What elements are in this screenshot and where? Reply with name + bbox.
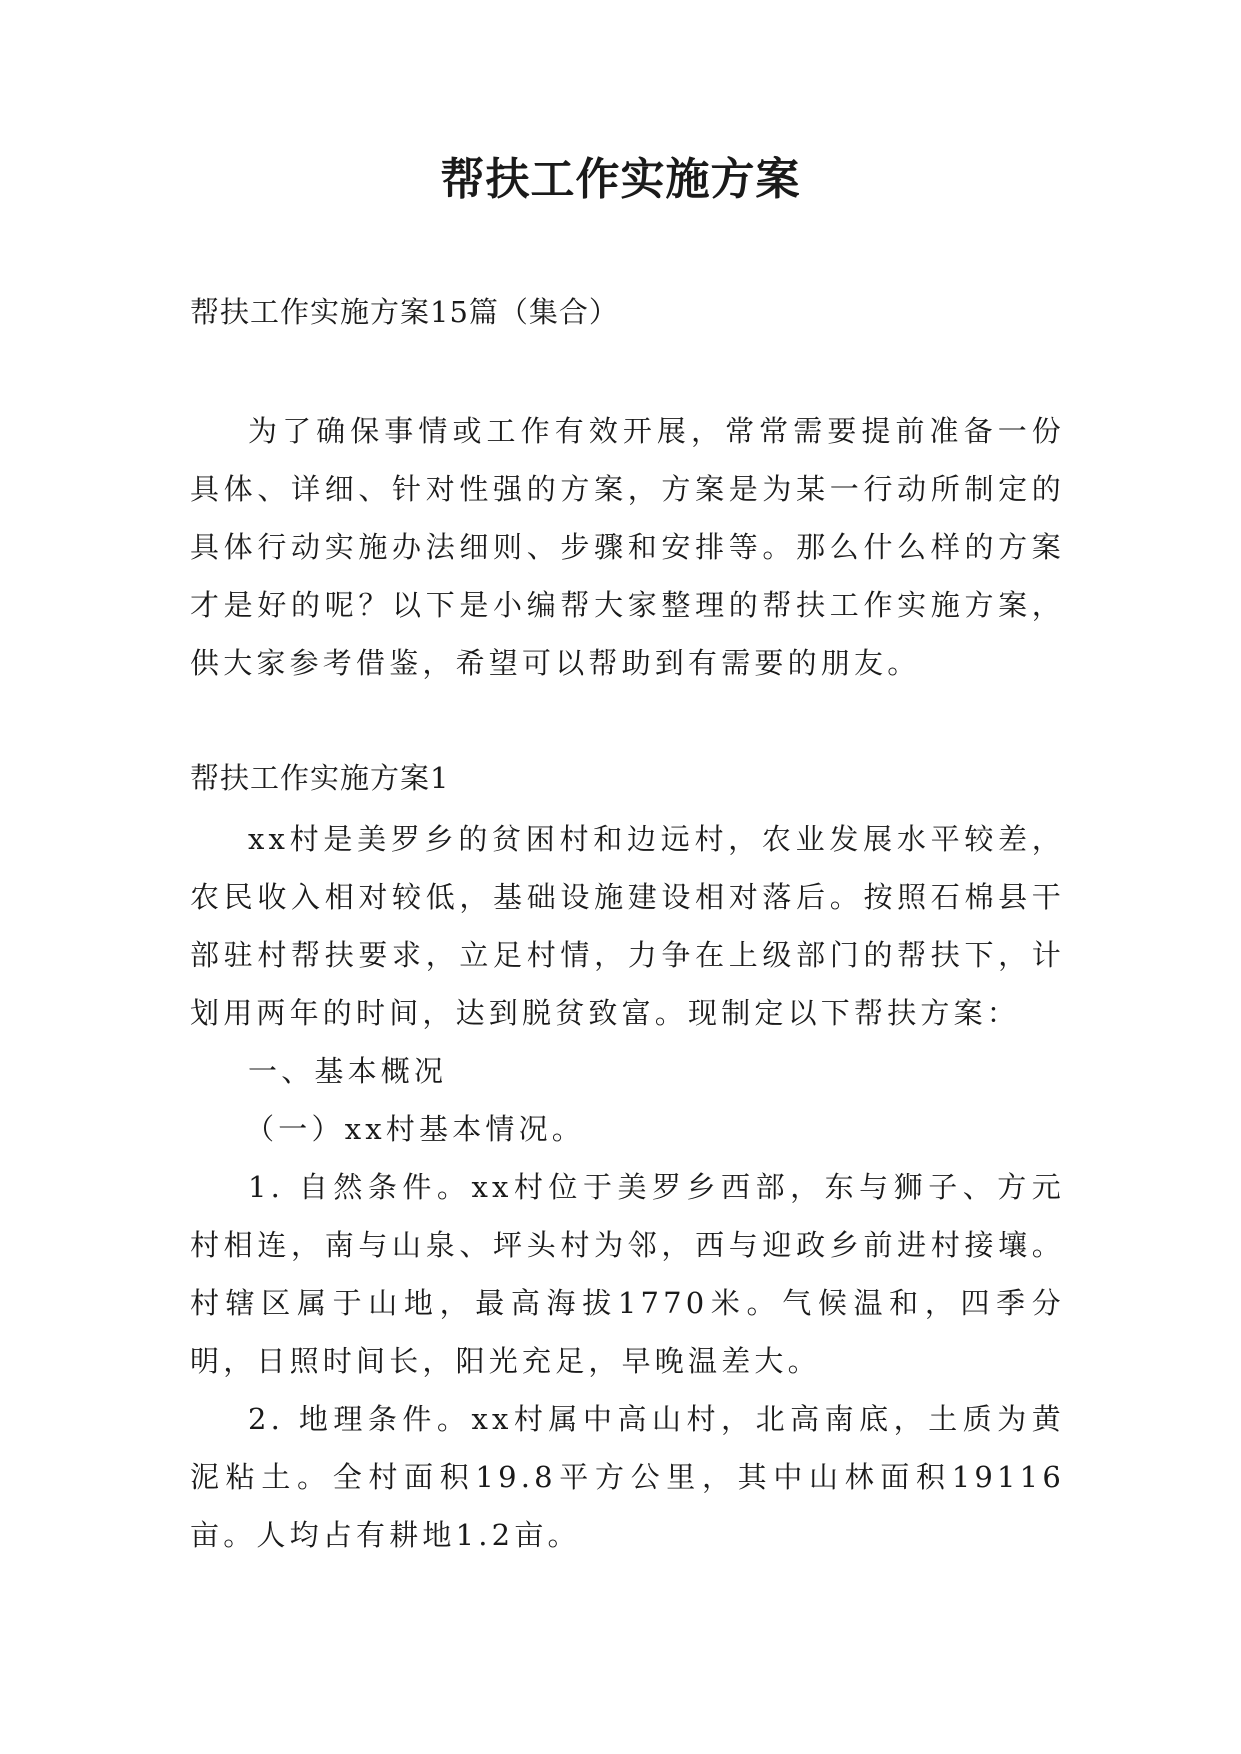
section-paragraph: 2. 地理条件。xx村属中高山村，北高南底，土质为黄泥粘土。全村面积19.8平方公里，其中山林面积19116亩。人均占有耕地1.2亩。 <box>190 1402 1065 1552</box>
section-body <box>190 810 1065 1564</box>
intro-paragraph: 为了确保事情或工作有效开展，常常需要提前准备一份具体、详细、针对性强的方案，方案是为某一行动所制定的具体行动实施办法细则、步骤和安排等。那么什么样的方案才是好的呢？以下是小编帮大家整理的帮扶工作实施方案，供大家参考借鉴，希望可以帮助到有需要的朋友。 <box>190 414 1065 680</box>
intro-block <box>190 402 1065 692</box>
section-paragraph: xx村是美罗乡的贫困村和边远村，农业发展水平较差，农民收入相对较低，基础设施建设相对落后。按照石棉县干部驻村帮扶要求，立足村情，力争在上级部门的帮扶下，计划用两年的时间，达到脱贫致富。现制定以下帮扶方案： <box>190 822 1065 1030</box>
section-paragraph: 1. 自然条件。xx村位于美罗乡西部，东与狮子、方元村相连，南与山泉、坪头村为邻，西与迎政乡前进村接壤。村辖区属于山地，最高海拔1770米。气候温和，四季分明，日照时间长，阳光充足，早晚温差大。 <box>190 1170 1065 1378</box>
document-subtitle: 帮扶工作实施方案15篇（集合） <box>190 295 619 329</box>
section-subheading: 一、基本概况 <box>248 1054 448 1088</box>
document-title: 帮扶工作实施方案 <box>440 154 801 205</box>
section-subheading: （一）xx村基本情况。 <box>245 1112 586 1146</box>
section-heading: 帮扶工作实施方案1 <box>190 761 450 795</box>
